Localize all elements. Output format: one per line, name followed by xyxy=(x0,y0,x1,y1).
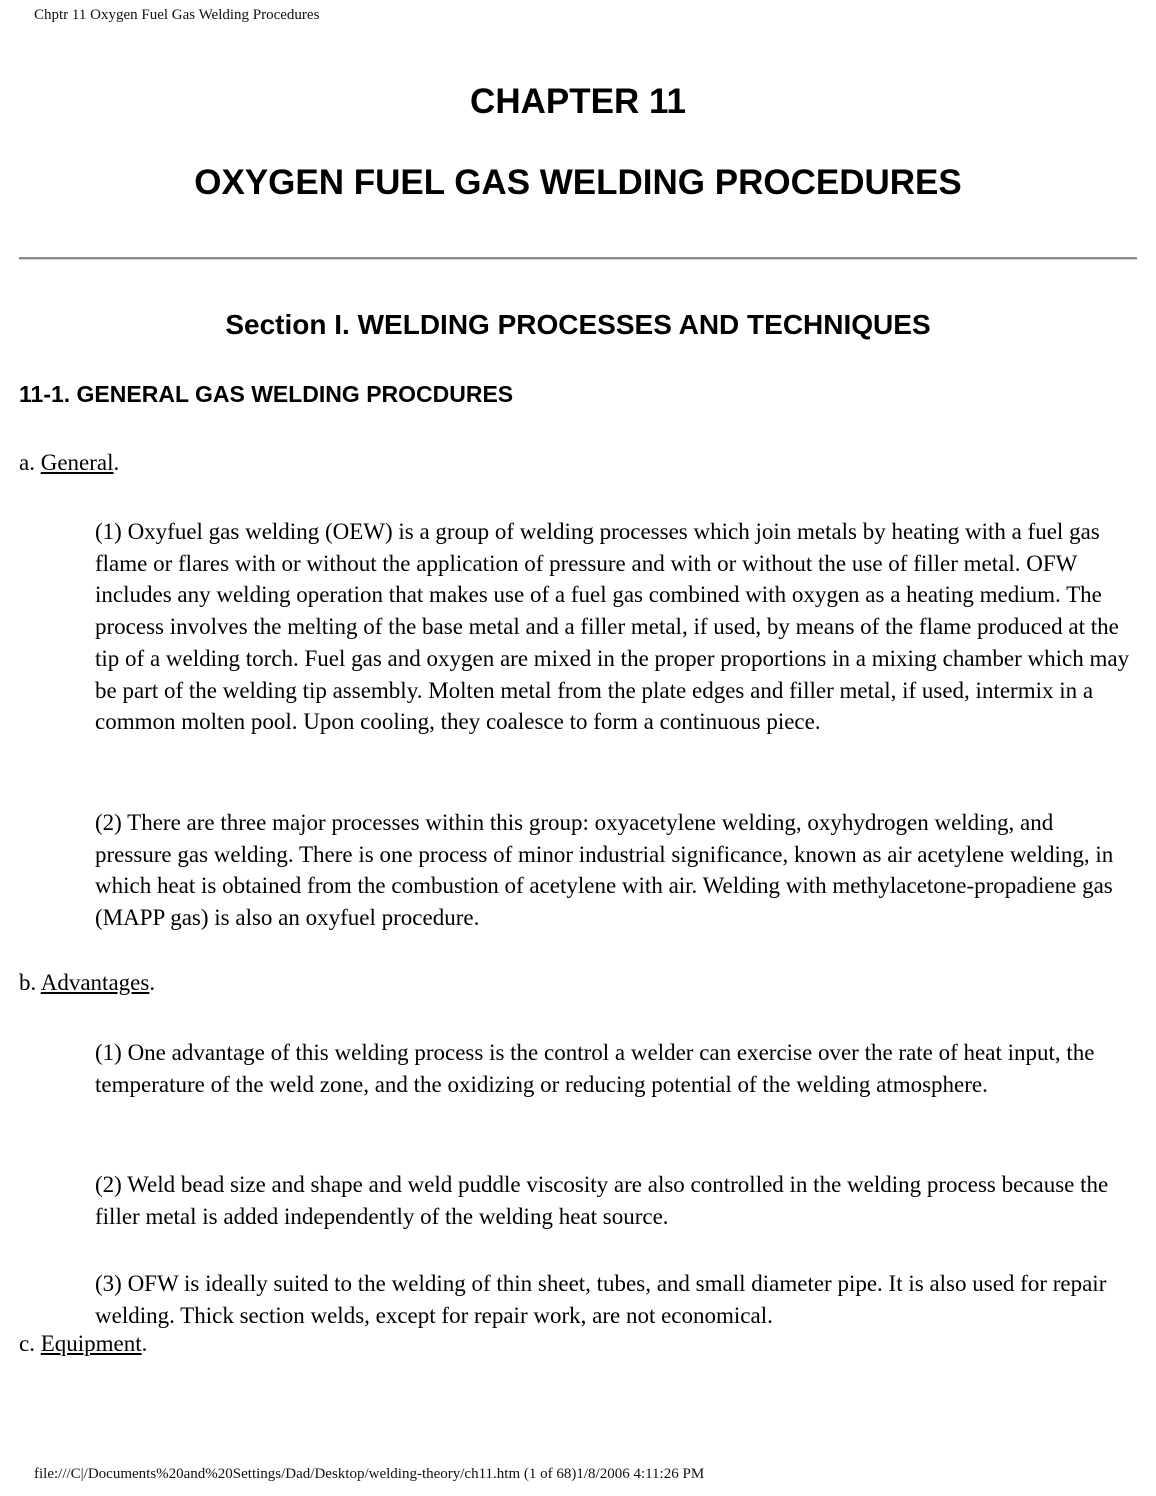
period: . xyxy=(141,1331,148,1356)
subsection-title: Equipment xyxy=(40,1331,142,1356)
advantages-item-2: (2) Weld bead size and shape and weld puddle viscosity are also controlled in the welding process because the filler metal is added independently of the welding heat source. xyxy=(95,1172,1109,1229)
subsection-equipment xyxy=(19,1331,147,1357)
general-item-2: (2) There are three major processes within this group: oxyacetylene welding, oxyhydrogen welding, and pressure gas welding. There is one process of minor industrial significance, known as air acetylene welding, in which heat is obtained from the combustion of acetylene with air. Welding with methylacetone-propadiene gas (MAPP gas) is also an oxyfuel procedure. xyxy=(95,810,1114,931)
period: . xyxy=(113,450,120,475)
horizontal-divider xyxy=(19,257,1137,260)
subsection-general xyxy=(19,450,119,476)
general-item-1: (1) Oxyfuel gas welding (OEW) is a group of welding processes which join metals by heating with a fuel gas flame or flares with or without the application of pressure and with or without the use of filler metal. OFW includes any welding operation that makes use of a fuel gas combined with oxygen as a heating medium. The process involves the melting of the base metal and a filler metal, if used, by means of the flame produced at the tip of a welding torch. Fuel gas and oxygen are mixed in the proper proportions in a mixing chamber which may be part of the welding tip assembly. Molten metal from the plate edges and filler metal, if used, intermix in a common molten pool. Upon cooling, they coalesce to form a continuous piece. xyxy=(95,519,1130,735)
subsection-advantages xyxy=(19,970,155,996)
subsection-letter: b. xyxy=(19,970,41,995)
period: . xyxy=(149,970,156,995)
running-header: Chptr 11 Oxygen Fuel Gas Welding Procedures xyxy=(34,7,320,23)
section-heading: Section I. WELDING PROCESSES AND TECHNIQUES xyxy=(225,309,931,340)
chapter-title: OXYGEN FUEL GAS WELDING PROCEDURES xyxy=(194,163,962,202)
advantages-item-3: (3) OFW is ideally suited to the welding of thin sheet, tubes, and small diameter pipe. It is also used for repair welding. Thick section welds, except for repair work, are not economical. xyxy=(95,1271,1107,1328)
chapter-number: CHAPTER 11 xyxy=(470,82,686,121)
subsection-letter: a. xyxy=(19,450,41,475)
subsection-title: General xyxy=(40,450,114,475)
subsection-letter: c. xyxy=(19,1331,41,1356)
advantages-item-1: (1) One advantage of this welding process is the control a welder can exercise over the rate of heat input, the temperature of the weld zone, and the oxidizing or reducing potential of the welding atmosphere. xyxy=(95,1040,1095,1097)
subsection-title: Advantages xyxy=(40,970,150,995)
file-path-footer: file:///C|/Documents%20and%20Settings/Dad/Desktop/welding-theory/ch11.htm (1 of 68)1/8/2006 4:11:26 PM xyxy=(34,1466,705,1482)
paragraph-heading: 11-1. GENERAL GAS WELDING PROCDURES xyxy=(19,381,514,407)
